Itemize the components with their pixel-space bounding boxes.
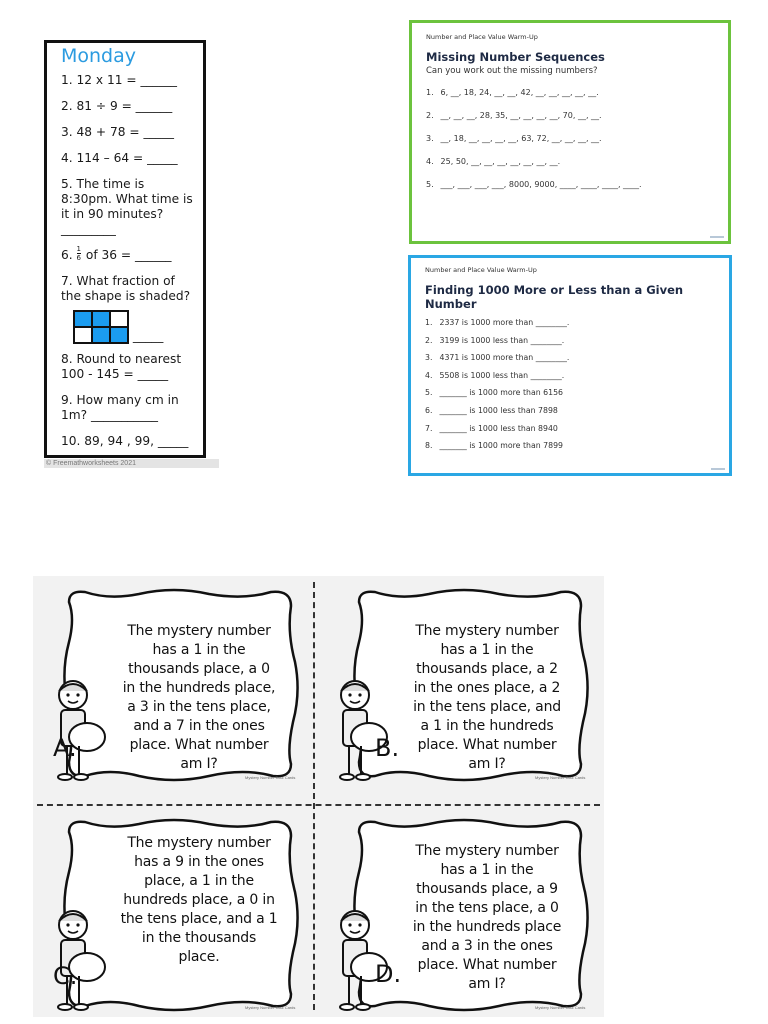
item-number: 4. [426, 157, 434, 166]
worksheet-kicker: Number and Place Value Warm-Up [425, 266, 537, 274]
item-text: __, 18, __, __, __, __, 63, 72, __, __, __, __. [440, 134, 602, 143]
question-line: has a 1 in the [152, 642, 246, 658]
monday-worksheet [44, 40, 206, 458]
shape-cell [92, 327, 110, 343]
shape-cell [92, 311, 110, 327]
question-line: am I? [468, 976, 506, 992]
question-line: and a 7 in the ones [133, 718, 265, 734]
task-card-question [387, 842, 587, 994]
list-item [425, 336, 717, 345]
question-line: a 1 in the hundreds [420, 718, 554, 734]
question-line: am I? [180, 756, 218, 772]
card-letter: D. [375, 960, 402, 988]
question-6-prefix: 6. [61, 248, 77, 262]
question-7-blank: _____ [132, 329, 164, 343]
worksheet-kicker: Number and Place Value Warm-Up [426, 33, 538, 41]
question-6 [61, 245, 197, 263]
question-2: 2. 81 ÷ 9 = ______ [61, 99, 173, 113]
question-line: The mystery number [415, 843, 559, 859]
question-line: thousands place, a 2 [416, 661, 558, 677]
item-text: ___, ___, ___, ___, 8000, 9000, ____, ____, ____, ____. [440, 180, 642, 189]
list-item [425, 388, 717, 397]
task-card-question [99, 834, 299, 967]
item-number: 1. [425, 318, 433, 327]
question-1: 1. 12 x 11 = ______ [61, 73, 178, 87]
card-letter: A. [53, 734, 77, 762]
item-text: 2337 is 1000 more than ________. [439, 318, 570, 327]
list-item [426, 157, 716, 166]
question-line: in the thousands [141, 930, 257, 946]
item-number: 8. [425, 441, 433, 451]
question-line: in the tens place, and [413, 699, 561, 715]
card-credit: Mystery Number Task Cards [245, 1005, 296, 1010]
question-line: has a 1 in the [440, 642, 534, 658]
question-line: thousands place, a 9 [416, 881, 558, 897]
item-text: 25, 50, __, __, __, __, __, __, __. [440, 157, 561, 166]
fraction-shape [73, 310, 129, 344]
list-item [425, 353, 717, 362]
fraction-numerator: 1 [76, 245, 81, 253]
question-7-answer [61, 310, 197, 344]
shape-cell [110, 327, 128, 343]
list-item [425, 441, 717, 450]
question-line: The mystery number [127, 623, 271, 639]
item-text: _______ is 1000 less than 7898 [439, 405, 558, 415]
question-line: The mystery number [415, 623, 559, 639]
item-number: 2. [426, 111, 434, 120]
worksheet-title: Finding 1000 More or Less than a Given Number [425, 283, 684, 311]
item-number: 6. [425, 405, 433, 415]
task-card [39, 582, 309, 787]
question-line: place, a 1 in the [144, 873, 254, 889]
question-line: hundreds place, a 0 in [123, 892, 275, 908]
thousand-more-less-worksheet [408, 255, 732, 476]
missing-number-sequences-worksheet [409, 20, 731, 244]
question-8: 8. Round to nearest 100 - 145 = _____ [61, 352, 182, 381]
child-clipart-icon [47, 677, 107, 787]
question-line: a 3 in the tens place, [127, 699, 271, 715]
item-number: 3. [425, 353, 433, 363]
fraction [77, 245, 81, 262]
task-card-question [387, 622, 587, 774]
item-number: 7. [425, 423, 433, 433]
question-line: in the ones place, a 2 [413, 680, 561, 696]
list-item [425, 424, 717, 433]
question-line: place. What number [129, 737, 269, 753]
question-line: The mystery number [127, 835, 271, 851]
publisher-badge [710, 236, 724, 238]
sequence-list [426, 88, 716, 189]
item-text: 4371 is 1000 more than ________. [439, 353, 570, 363]
question-4: 4. 114 – 64 = _____ [61, 151, 178, 165]
monday-title: Monday [61, 45, 137, 67]
cut-line-horizontal [37, 804, 600, 806]
question-line: am I? [468, 756, 506, 772]
item-number: 2. [425, 335, 433, 345]
item-number: 3. [426, 134, 434, 143]
item-text: 6, __, 18, 24, __, __, 42, __, __, __, __, __. [440, 88, 599, 97]
question-line: in the hundreds place, [122, 680, 276, 696]
question-6-rest: of 36 = ______ [85, 248, 172, 262]
card-credit: Mystery Number Task Cards [535, 775, 586, 780]
task-card [329, 812, 599, 1017]
card-letter: B. [375, 734, 400, 762]
card-letter: C. [53, 962, 78, 990]
item-text: _______ is 1000 more than 7899 [439, 441, 563, 451]
item-text: _______ is 1000 less than 8940 [439, 423, 558, 433]
question-9: 9. How many cm in 1m? ___________ [61, 393, 179, 422]
question-line: in the hundreds place [412, 919, 562, 935]
question-line: place. What number [417, 737, 557, 753]
question-list [425, 318, 717, 450]
question-line: in the tens place, a 0 [415, 900, 559, 916]
card-credit: Mystery Number Task Cards [535, 1005, 586, 1010]
item-number: 5. [426, 180, 434, 189]
task-card [329, 582, 599, 787]
shape-cell [74, 311, 92, 327]
task-card-question [99, 622, 299, 774]
worksheet-title: Missing Number Sequences [426, 50, 605, 64]
item-text: 3199 is 1000 less than ________. [439, 335, 565, 345]
item-text: 5508 is 1000 less than ________. [439, 370, 565, 380]
item-text: _______ is 1000 more than 6156 [439, 388, 563, 398]
list-item [426, 88, 716, 97]
list-item [426, 134, 716, 143]
shape-cell [110, 311, 128, 327]
item-number: 4. [425, 370, 433, 380]
list-item [426, 180, 716, 189]
list-item [425, 371, 717, 380]
question-line: the tens place, and a 1 [120, 911, 278, 927]
mystery-number-task-cards [33, 576, 604, 1017]
item-text: __, __, __, 28, 35, __, __, __, __, 70, __, __. [440, 111, 602, 120]
question-line: has a 1 in the [440, 862, 534, 878]
question-7: 7. What fraction of the shape is shaded? [61, 274, 191, 303]
child-clipart-icon [329, 677, 389, 787]
worksheet-subtitle: Can you work out the missing numbers? [426, 66, 598, 76]
shape-cell [74, 327, 92, 343]
question-5: 5. The time is 8:30pm. What time is it in 90 minutes? _________ [61, 177, 193, 236]
question-line: place. What number [417, 957, 557, 973]
card-credit: Mystery Number Task Cards [245, 775, 296, 780]
question-line: thousands place, a 0 [128, 661, 270, 677]
publisher-badge [711, 468, 725, 470]
list-item [425, 318, 717, 327]
fraction-denominator: 6 [76, 254, 81, 262]
question-line: and a 3 in the ones [421, 938, 553, 954]
list-item [426, 111, 716, 120]
question-3: 3. 48 + 78 = _____ [61, 125, 174, 139]
item-number: 5. [425, 388, 433, 398]
item-number: 1. [426, 88, 434, 97]
list-item [425, 406, 717, 415]
question-10: 10. 89, 94 , 99, _____ [61, 434, 189, 448]
cut-line-vertical [313, 582, 315, 1010]
copyright-footer: © Freemathworksheets 2021 [44, 459, 219, 468]
question-line: has a 9 in the ones [134, 854, 264, 870]
task-card [39, 812, 309, 1017]
question-line: place. [178, 949, 220, 965]
